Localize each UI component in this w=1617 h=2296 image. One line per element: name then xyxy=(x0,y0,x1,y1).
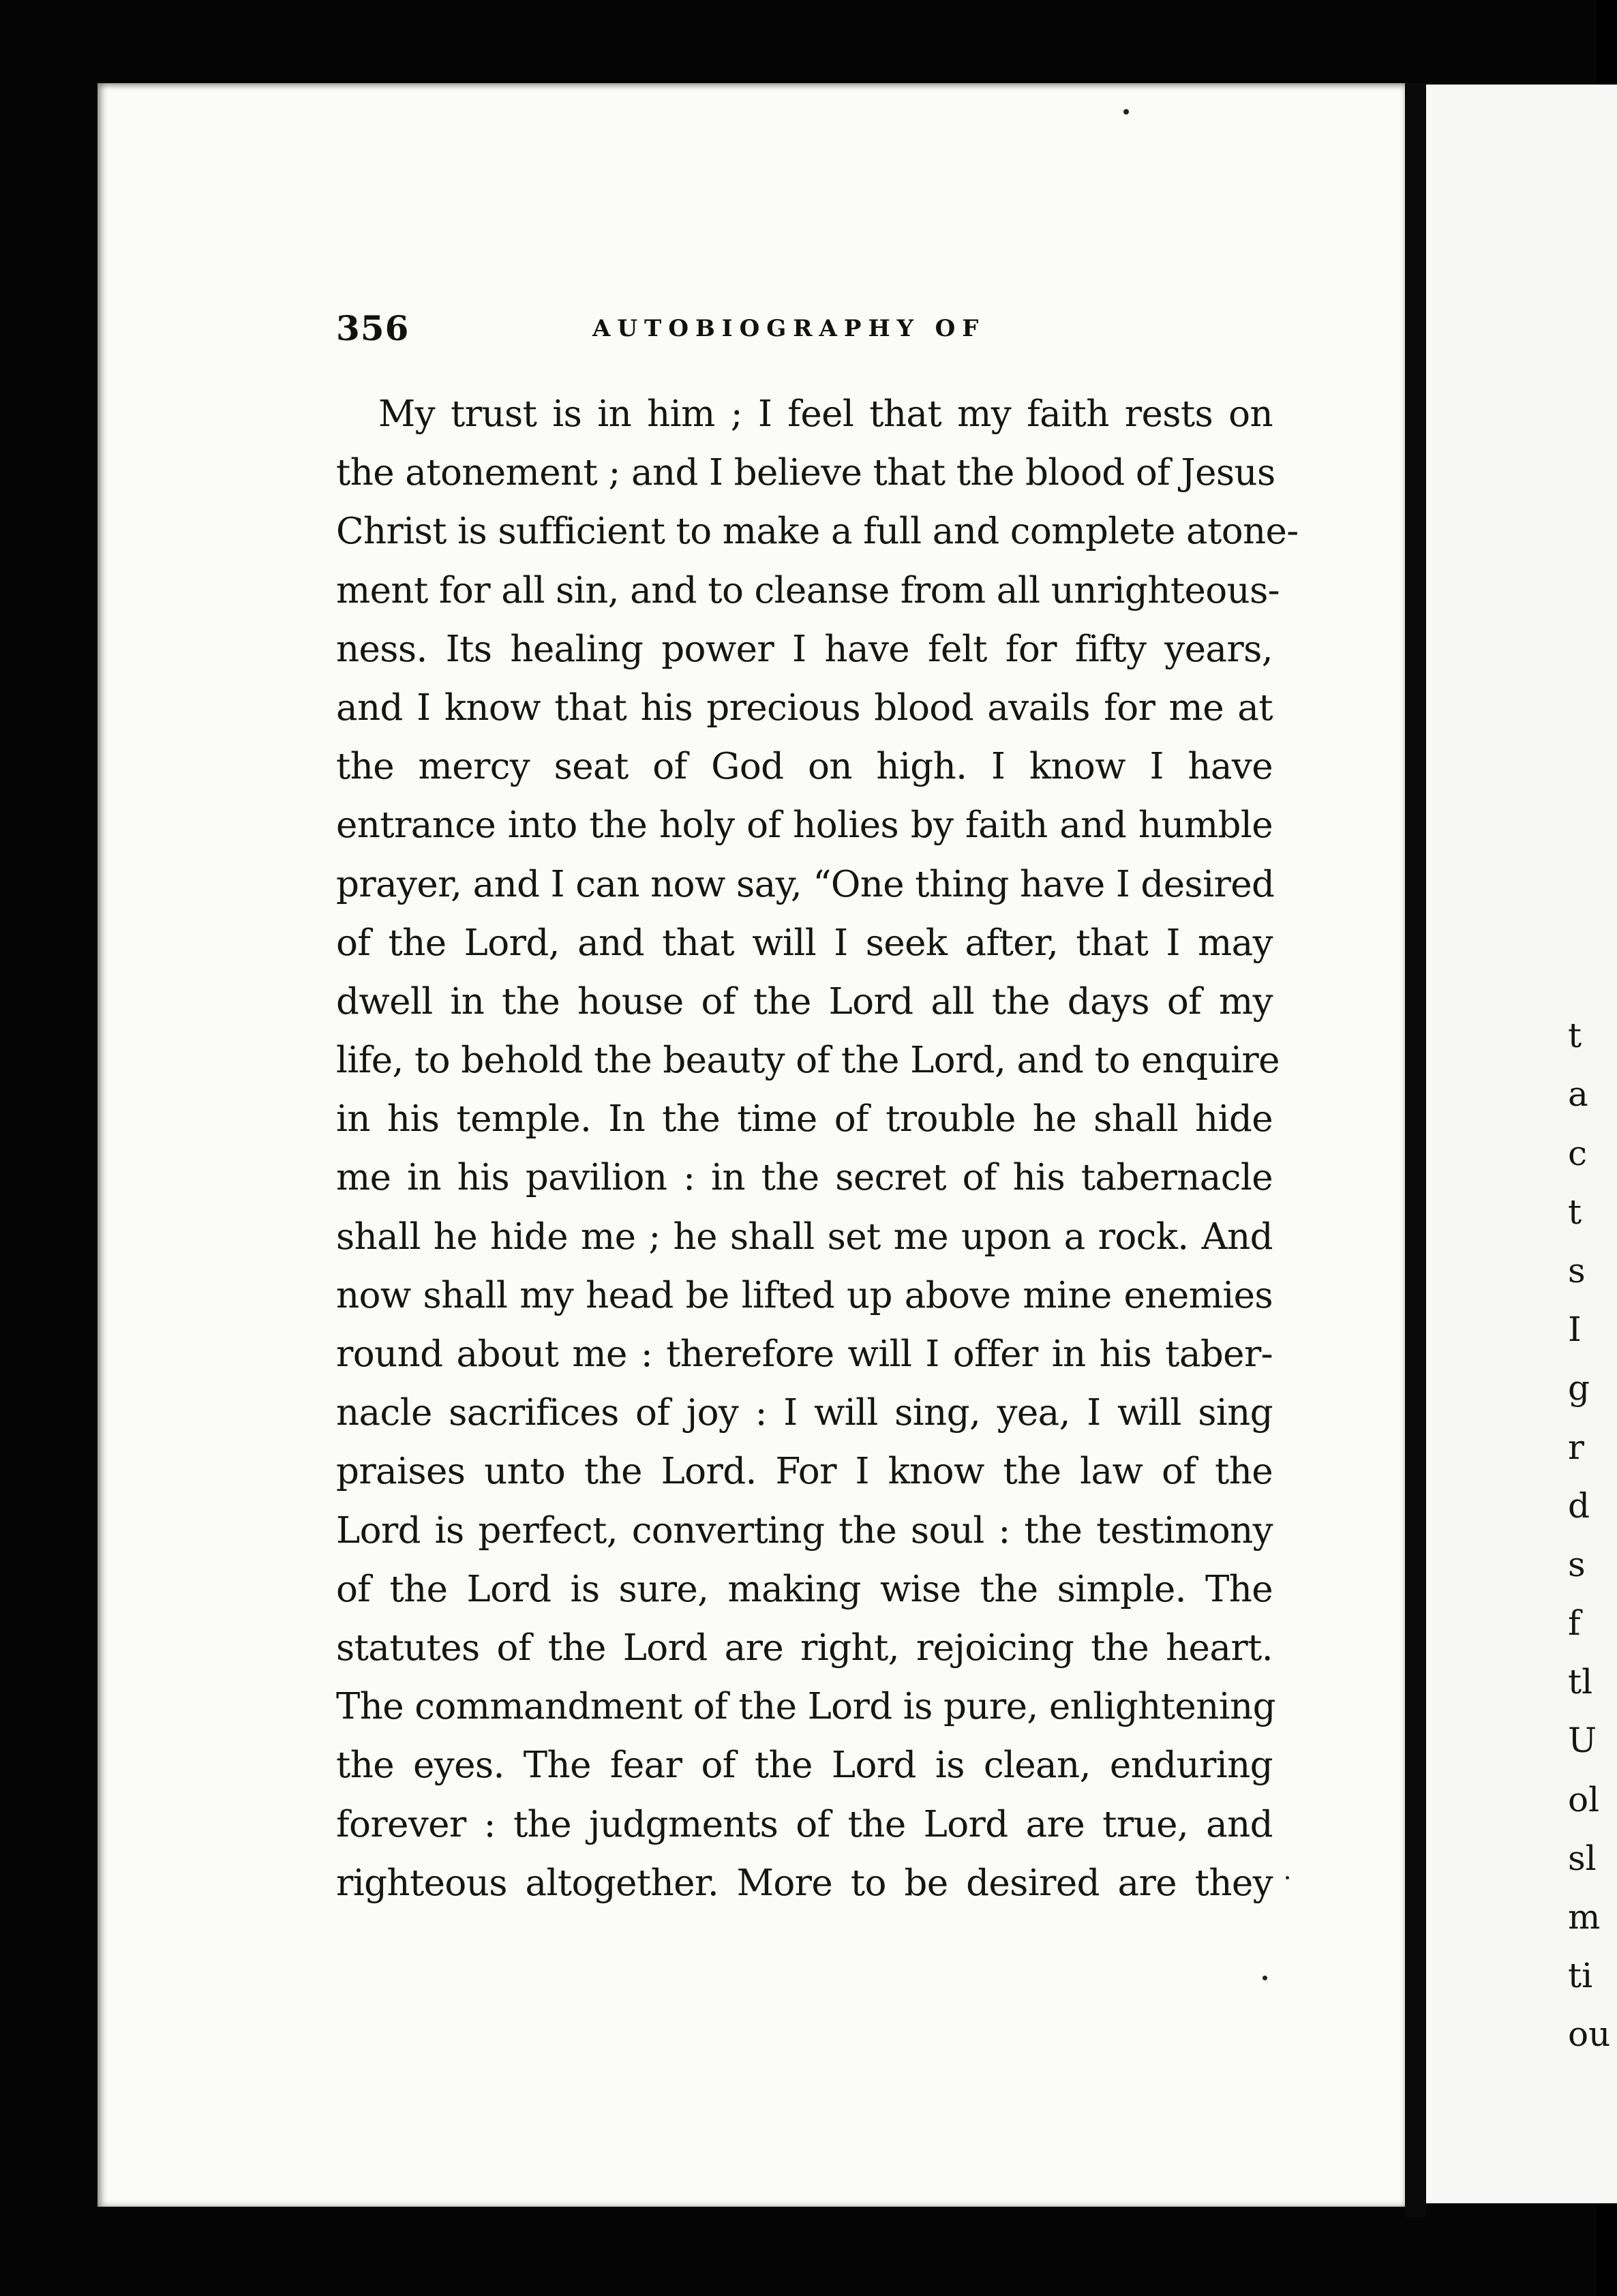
edge-glyph: t xyxy=(1568,1016,1582,1056)
edge-glyph: t xyxy=(1568,1192,1582,1232)
edge-glyph: f xyxy=(1568,1603,1581,1644)
body-text xyxy=(336,385,1299,1913)
text-line: My trust is in him ; I feel that my faith rests on xyxy=(378,393,1273,435)
text-line: entrance into the holy of holies by faith and humble xyxy=(336,804,1273,847)
edge-glyph: U xyxy=(1568,1721,1597,1761)
edge-glyph: g xyxy=(1568,1368,1590,1408)
text-line: righteous altogether. More to be desired are they xyxy=(336,1862,1273,1904)
book-gutter xyxy=(1406,83,1426,2217)
text-line: round about me : therefore will I offer in his taber- xyxy=(336,1333,1273,1375)
dust-speck xyxy=(1286,1876,1289,1879)
text-line: life, to behold the beauty of the Lord, and to enquire xyxy=(336,1040,1280,1082)
text-line: now shall my head be lifted up above mine enemies xyxy=(336,1274,1273,1316)
edge-glyph: s xyxy=(1568,1544,1586,1584)
edge-glyph: sl xyxy=(1568,1838,1597,1878)
text-line: me in his pavilion : in the secret of his tabernacle xyxy=(336,1157,1273,1199)
edge-glyph: I xyxy=(1568,1310,1582,1350)
text-line: nacle sacrifices of joy : I will sing, yea, I will sing xyxy=(336,1392,1273,1434)
text-line: dwell in the house of the Lord all the days of my xyxy=(336,980,1273,1023)
text-line: Christ is sufficient to make a full and complete atone- xyxy=(336,511,1299,553)
edge-glyph: ti xyxy=(1568,1956,1593,1996)
edge-glyph: m xyxy=(1568,1897,1601,1937)
text-line: of the Lord is sure, making wise the simple. The xyxy=(336,1568,1273,1610)
text-line: forever : the judgments of the Lord are true, and xyxy=(336,1803,1273,1845)
edge-glyph: a xyxy=(1568,1074,1588,1115)
text-line: the atonement ; and I believe that the blood of Jesus xyxy=(336,452,1275,494)
page-number: 356 xyxy=(336,308,410,348)
edge-glyph: tl xyxy=(1568,1662,1593,1702)
dust-speck xyxy=(1123,109,1129,115)
text-line: ness. Its healing power I have felt for fifty years, xyxy=(336,628,1273,670)
edge-glyph: c xyxy=(1568,1133,1588,1173)
text-line: ment for all sin, and to cleanse from all unrighteous- xyxy=(336,569,1280,611)
running-head: AUTOBIOGRAPHY OF xyxy=(592,315,986,342)
text-line: in his temple. In the time of trouble he shall hide xyxy=(336,1098,1273,1141)
dust-speck xyxy=(1263,1976,1267,1980)
edge-glyph: ol xyxy=(1568,1779,1600,1819)
page-header xyxy=(336,308,1277,356)
text-line: shall he hide me ; he shall set me upon a rock. And xyxy=(336,1215,1273,1258)
text-line: prayer, and I can now say, “One thing have I desired xyxy=(336,863,1275,905)
text-line: The commandment of the Lord is pure, enlightening xyxy=(336,1686,1275,1728)
text-line: of the Lord, and that will I seek after, that I may xyxy=(336,922,1273,964)
text-line: statutes of the Lord are right, rejoicing the heart. xyxy=(336,1627,1273,1669)
text-line: praises unto the Lord. For I know the law of the xyxy=(336,1451,1273,1493)
edge-glyph: ou xyxy=(1568,2014,1611,2055)
text-line: the eyes. The fear of the Lord is clean, enduring xyxy=(336,1744,1273,1787)
edge-glyph xyxy=(1568,948,1602,1006)
edge-glyph: r xyxy=(1568,1427,1584,1467)
facing-page-text-fragments xyxy=(1568,948,1611,2064)
text-line: the mercy seat of God on high. I know I have xyxy=(336,746,1273,788)
text-line: Lord is perfect, converting the soul : the testimony xyxy=(336,1509,1273,1552)
edge-glyph: s xyxy=(1568,1250,1586,1290)
text-line: and I know that his precious blood avails for me at xyxy=(336,686,1273,729)
edge-glyph: d xyxy=(1568,1485,1590,1526)
